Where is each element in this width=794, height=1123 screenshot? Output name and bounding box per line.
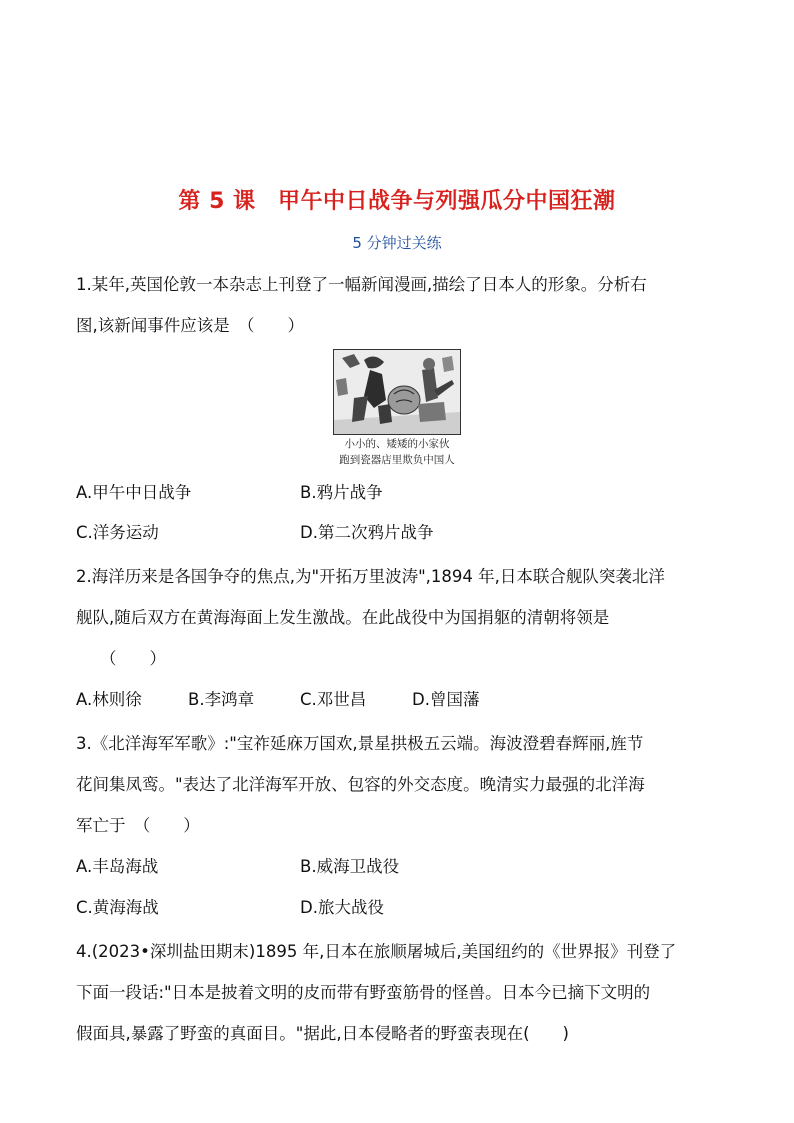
question-3-line-3: 军亡于 （ ） <box>76 816 200 835</box>
question-3-line-1: 3.《北洋海军军歌》:"宝祚延庥万国欢,景星拱极五云端。海波澄碧春辉丽,旌节 <box>76 734 644 753</box>
question-1-option-c[interactable]: C.洋务运动 <box>76 523 159 542</box>
question-1-option-d[interactable]: D.第二次鸦片战争 <box>300 523 434 542</box>
question-2-option-c[interactable]: C.邓世昌 <box>300 690 367 709</box>
cartoon-caption-line-1: 小小的、矮矮的小家伙 <box>344 438 450 450</box>
question-4-line-2: 下面一段话:"日本是披着文明的皮而带有野蛮筋骨的怪兽。日本今已摘下文明的 <box>76 983 651 1002</box>
cartoon-image <box>333 349 461 435</box>
question-3-line-2: 花间集凤鸾。"表达了北洋海军开放、包容的外交态度。晚清实力最强的北洋海 <box>76 775 645 794</box>
section-title: 5 分钟过关练 <box>352 234 442 252</box>
cartoon-caption-line-2: 跑到瓷器店里欺负中国人 <box>339 454 455 466</box>
question-3-option-b[interactable]: B.威海卫战役 <box>300 857 400 876</box>
question-2-option-a[interactable]: A.林则徐 <box>76 690 142 709</box>
question-3-option-c[interactable]: C.黄海海战 <box>76 898 159 917</box>
question-4-line-3: 假面具,暴露了野蛮的真面目。"据此,日本侵略者的野蛮表现在( ) <box>76 1024 569 1043</box>
question-2-line-2: 舰队,随后双方在黄海海面上发生激战。在此战役中为国捐躯的清朝将领是 <box>76 608 610 627</box>
question-1-line-2: 图,该新闻事件应该是 （ ） <box>76 316 304 335</box>
question-1-option-a[interactable]: A.甲午中日战争 <box>76 483 192 502</box>
question-3-option-a[interactable]: A.丰岛海战 <box>76 857 159 876</box>
lesson-title: 第 5 课 甲午中日战争与列强瓜分中国狂潮 <box>178 189 616 214</box>
question-2-option-b[interactable]: B.李鸿章 <box>188 690 255 709</box>
question-2-line-1: 2.海洋历来是各国争夺的焦点,为"开拓万里波涛",1894 年,日本联合舰队突袭北洋 <box>76 567 665 586</box>
question-1-line-1: 1.某年,英国伦敦一本杂志上刊登了一幅新闻漫画,描绘了日本人的形象。分析右 <box>76 275 647 294</box>
question-3-option-d[interactable]: D.旅大战役 <box>300 898 384 917</box>
question-2-option-d[interactable]: D.曾国藩 <box>412 690 480 709</box>
cartoon-illustration <box>334 350 460 434</box>
question-1-option-b[interactable]: B.鸦片战争 <box>300 483 383 502</box>
question-4-line-1: 4.(2023•深圳盐田期末)1895 年,日本在旅顺屠城后,美国纽约的《世界报》刊登了 <box>76 942 677 961</box>
question-2-line-3: （ ） <box>100 649 166 668</box>
